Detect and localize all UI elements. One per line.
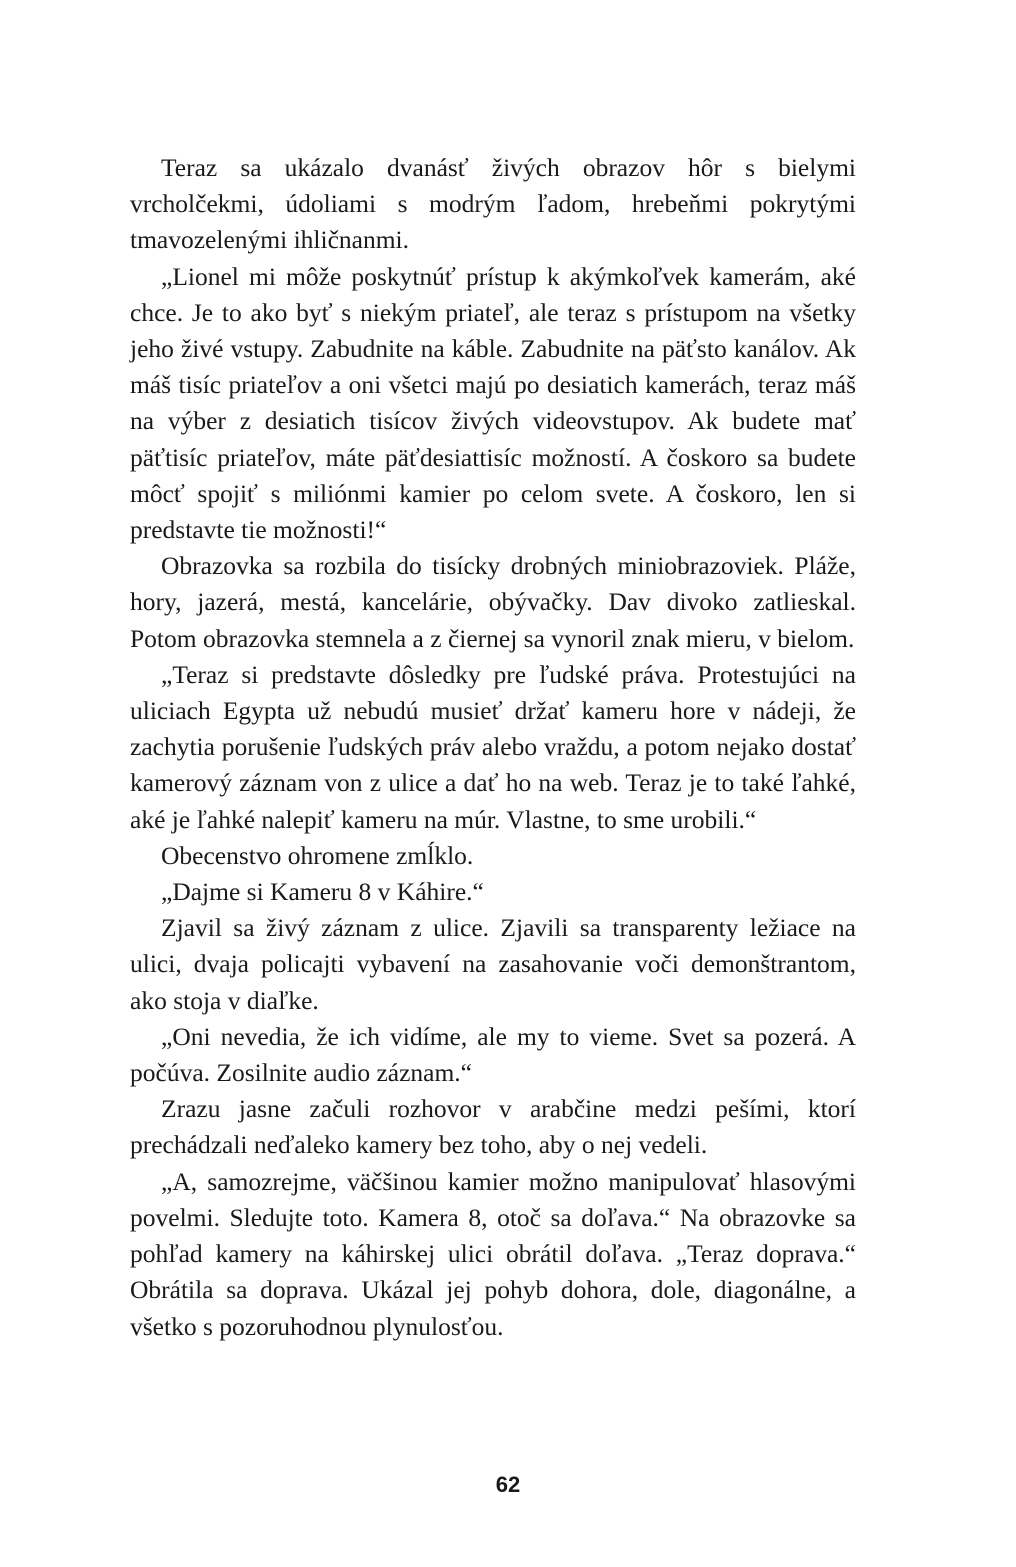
page-number: 62 — [495, 1472, 521, 1497]
paragraph: Zrazu jasne začuli rozhovor v arabčine medzi pešími, ktorí prechádzali neďaleko kamery bez toho, aby o nej vedeli. — [130, 1094, 856, 1160]
paragraph: Zjavil sa živý záznam z ulice. Zjavili sa transparenty ležiace na ulici, dvaja policajti vybavení na zasahovanie voči demonštrantom, ako stoja v diaľke. — [130, 913, 856, 1015]
paragraph: Obecenstvo ohromene zmĺklo. — [161, 840, 474, 870]
body-text — [130, 150, 856, 1345]
paragraph: Obrazovka sa rozbila do tisícky drobných miniobrazoviek. Pláže, hory, jazerá, mestá, kancelárie, obývačky. Dav divoko zatlieskal. Potom obrazovka stemnela a z čiernej sa vynoril znak mieru, v bielom. — [130, 551, 856, 653]
paragraph: „A, samozrejme, väčšinou kamier možno manipulovať hlasovými povelmi. Sledujte toto. Kamera 8, otoč sa doľava.“ Na obrazovke sa pohľad kamery na káhirskej ulici obrátil doľava. „Teraz doprava.“ Obrátila sa doprava. Ukázal jej pohyb dohora, dole, diagonálne, a všetko s pozoruhodnou plynulosťou. — [130, 1166, 856, 1341]
paragraph: Teraz sa ukázalo dvanásť živých obrazov hôr s bielymi vrcholčekmi, údoliami s modrým ľadom, hrebeňmi pokrytými tmavozelenými ihličnanmi. — [130, 153, 856, 255]
paragraph: „Dajme si Kameru 8 v Káhire.“ — [161, 877, 484, 907]
paragraph: „Oni nevedia, že ich vidíme, ale my to vieme. Svet sa pozerá. A počúva. Zosilnite audio záznam.“ — [130, 1021, 856, 1088]
paragraph: „Teraz si predstavte dôsledky pre ľudské práva. Protestujúci na uliciach Egypta už nebudú musieť držať kameru hore v nádeji, že zachytia porušenie ľudských práv alebo vraždu, a potom nejako dostať kamerový záznam von z ulice a dať ho na web. Teraz je to také ľahké, aké je ľahké nalepiť kameru na múr. Vlastne, to sme urobili.“ — [130, 659, 856, 834]
paragraph: „Lionel mi môže poskytnúť prístup k akýmkoľvek kamerám, aké chce. Je to ako byť s niekým priateľ, ale teraz s prístupom na všetky jeho živé vstupy. Zabudnite na káble. Zabudnite na päťsto kanálov. Ak máš tisíc priateľov a oni všetci majú po desiatich kamerách, teraz máš na výber z desiatich tisícov živých videovstupov. Ak budete mať päťtisíc priateľov, máte päťdesiattisíc možností. A čoskoro sa budete môcť spojiť s miliónmi kamier po celom svete. A čoskoro, len si predstavte tie možnosti!“ — [130, 261, 856, 545]
